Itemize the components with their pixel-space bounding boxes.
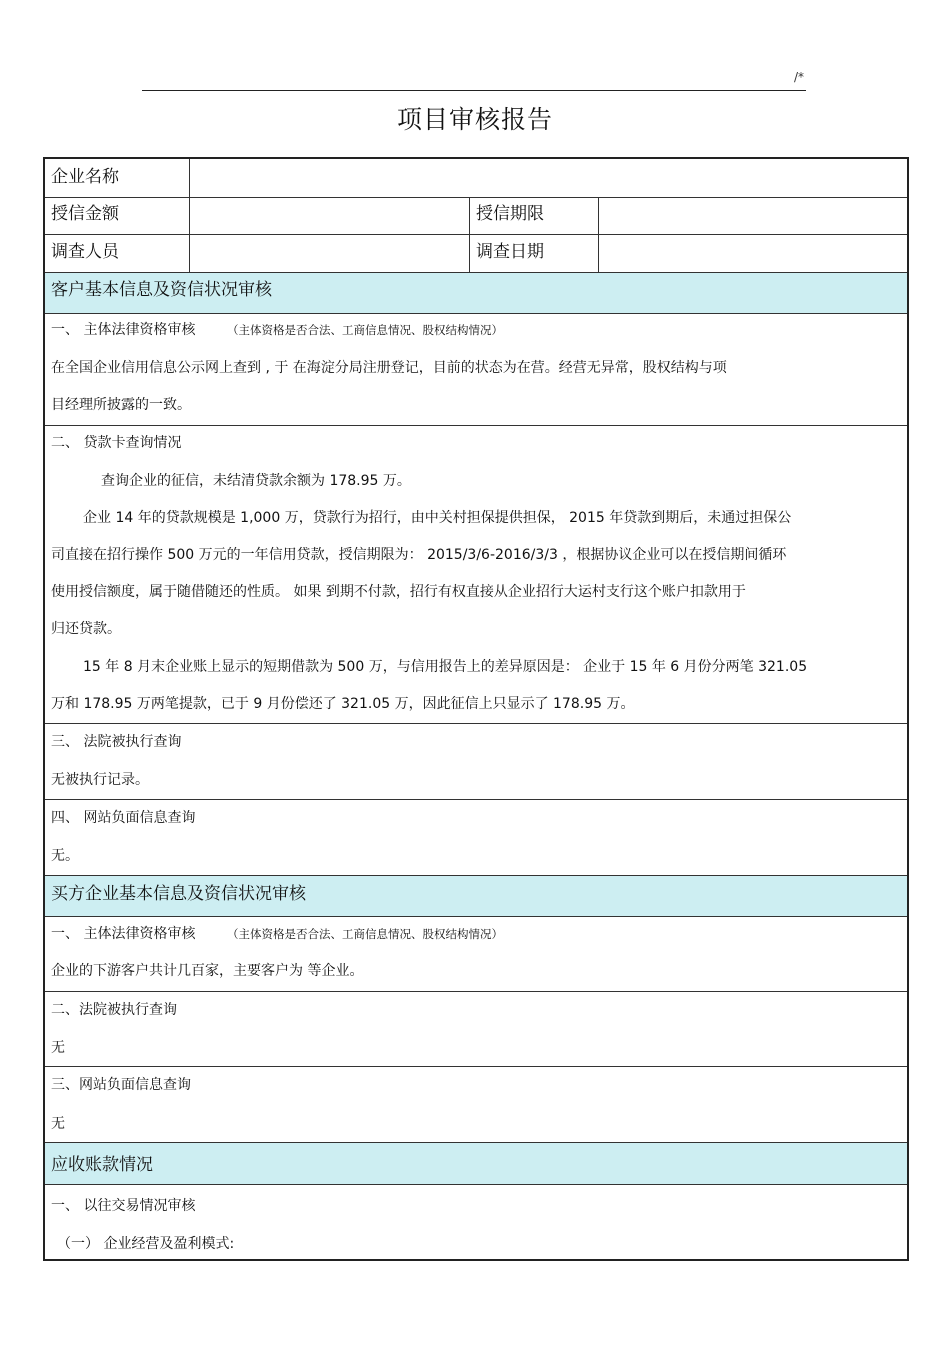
- customer-s2-p2-line1: 企业 14 年的贷款规模是 1,000 万，贷款行为招行，由中关村担保提供担保， 2015 年贷款到期后，未通过担保公: [83, 510, 792, 526]
- customer-s3-heading: 三、 法院被执行查询: [51, 734, 182, 750]
- buyer-s1-body: 企业的下游客户共计几百家，主要客户为 等企业。: [51, 963, 364, 979]
- section-title-buyer: 买方企业基本信息及资信状况审核: [51, 884, 306, 904]
- buyer-s2-heading: 二、法院被执行查询: [51, 1002, 177, 1018]
- investigation-date-label: 调查日期: [476, 242, 544, 262]
- credit-period-label: 授信期限: [476, 204, 544, 224]
- customer-s2-p1: 查询企业的征信，未结清贷款余额为 178.95 万。: [101, 473, 411, 489]
- page-title: 项目审核报告: [396, 105, 553, 134]
- investigator-label: 调查人员: [51, 242, 119, 262]
- row-divider: [45, 1184, 907, 1185]
- row-divider: [45, 1066, 907, 1067]
- row-divider: [45, 875, 907, 876]
- column-divider: [598, 197, 599, 272]
- credit-amount-label: 授信金额: [51, 204, 119, 224]
- customer-s1-heading: 一、 主体法律资格审核: [51, 322, 196, 338]
- row-divider: [45, 723, 907, 724]
- customer-s2-heading: 二、 贷款卡查询情况: [51, 435, 182, 451]
- customer-s4-heading: 四、 网站负面信息查询: [51, 810, 196, 826]
- section-band-receivable: [45, 1142, 907, 1184]
- customer-s2-p2-line2: 司直接在招行操作 500 万元的一年信用贷款，授信期限为： 2015/3/6-2016/3/3 ，根据协议企业可以在授信期间循环: [51, 547, 787, 563]
- report-table: [43, 157, 909, 1261]
- customer-s2-p2-line4: 归还贷款。: [51, 621, 121, 637]
- customer-s1-line2: 目经理所披露的一致。: [51, 397, 191, 413]
- customer-s3-body: 无被执行记录。: [51, 772, 149, 788]
- row-divider: [45, 272, 907, 273]
- customer-s1-note: （主体资格是否合法、工商信息情况、股权结构情况）: [227, 323, 503, 337]
- column-divider: [469, 197, 470, 272]
- row-divider: [45, 991, 907, 992]
- header-mark: /*: [794, 70, 805, 84]
- row-divider: [45, 799, 907, 800]
- column-divider: [189, 159, 190, 272]
- buyer-s1-note: （主体资格是否合法、工商信息情况、股权结构情况）: [227, 927, 503, 941]
- buyer-s3-heading: 三、网站负面信息查询: [51, 1077, 191, 1093]
- header-rule: [142, 90, 806, 91]
- customer-s2-p2-line3: 使用授信额度，属于随借随还的性质。 如果 到期不付款，招行有权直接从企业招行大运村支行这个账户扣款用于: [51, 584, 746, 600]
- section-title-customer: 客户基本信息及资信状况审核: [51, 280, 272, 300]
- receivable-s1-heading: 一、 以往交易情况审核: [51, 1198, 196, 1214]
- section-title-receivable: 应收账款情况: [51, 1155, 153, 1175]
- buyer-s2-body: 无: [51, 1040, 65, 1056]
- row-divider: [45, 234, 907, 235]
- row-divider: [45, 916, 907, 917]
- row-divider: [45, 425, 907, 426]
- company-name-label: 企业名称: [51, 167, 119, 187]
- receivable-s1-sub: （一） 企业经营及盈利模式:: [57, 1236, 235, 1252]
- buyer-s3-body: 无: [51, 1116, 65, 1132]
- row-divider: [45, 1142, 907, 1143]
- customer-s1-line1: 在全国企业信用信息公示网上查到 , 于 在海淀分局注册登记，目前的状态为在营。经营无异常，股权结构与项: [51, 360, 727, 376]
- row-divider: [45, 197, 907, 198]
- customer-s2-p3-line1: 15 年 8 月末企业账上显示的短期借款为 500 万，与信用报告上的差异原因是： 企业于 15 年 6 月份分两笔 321.05: [83, 659, 808, 675]
- customer-s4-body: 无。: [51, 848, 79, 864]
- buyer-s1-heading: 一、 主体法律资格审核: [51, 926, 196, 942]
- row-divider: [45, 313, 907, 314]
- customer-s2-p3-line2: 万和 178.95 万两笔提款，已于 9 月份偿还了 321.05 万，因此征信上只显示了 178.95 万。: [51, 696, 635, 712]
